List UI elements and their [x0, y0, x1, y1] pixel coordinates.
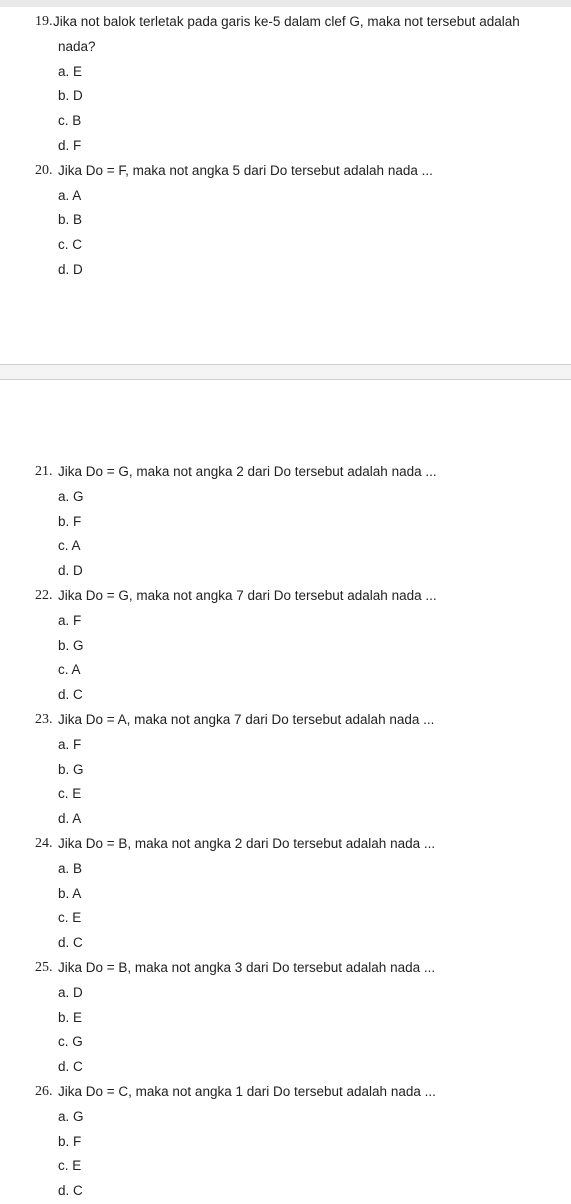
question-text-continued: [0, 35, 571, 60]
question-number: 20.: [35, 162, 53, 178]
top-edge: [0, 0, 571, 7]
option: d. D: [58, 563, 83, 579]
option: a. F: [58, 736, 82, 752]
question-25: [0, 956, 571, 981]
question-26: [0, 1080, 571, 1105]
option: d. F: [58, 137, 82, 153]
option: a. D: [58, 984, 83, 1000]
option: c. E: [58, 786, 82, 802]
question-text-line2: nada?: [58, 38, 96, 54]
option: b. D: [58, 88, 83, 104]
question-number: 19.: [35, 14, 53, 29]
question-23: [0, 708, 571, 733]
option: d. C: [58, 687, 83, 703]
option: c. G: [58, 1034, 83, 1050]
question-21: [0, 460, 571, 485]
option: a. G: [58, 488, 84, 504]
option: d. C: [58, 1059, 83, 1075]
option: b. E: [58, 1009, 83, 1025]
question-number: 21.: [35, 464, 53, 479]
option: c. E: [58, 910, 82, 926]
question-text: Jika Do = G, maka not angka 2 dari Do tersebut adalah nada ...: [58, 464, 437, 479]
option: a. G: [58, 1108, 84, 1124]
option: b. A: [58, 885, 82, 901]
question-text: Jika not balok terletak pada garis ke-5 dalam clef G, maka not tersebut adalah: [53, 14, 520, 29]
option: c. E: [58, 1158, 82, 1174]
option: b. G: [58, 637, 84, 653]
question-text: Jika Do = C, maka not angka 1 dari Do tersebut adalah nada ...: [58, 1083, 436, 1099]
question-19: [0, 10, 571, 35]
question-number: 23.: [35, 711, 53, 727]
option: c. A: [58, 662, 81, 678]
option: a. F: [58, 612, 82, 628]
question-24: [0, 832, 571, 857]
question-text: Jika Do = F, maka not angka 5 dari Do tersebut adalah nada ...: [58, 162, 433, 178]
page-break: [0, 364, 571, 380]
option: d. D: [58, 261, 83, 277]
question-number: 22.: [35, 587, 53, 603]
question-text: Jika Do = B, maka not angka 2 dari Do tersebut adalah nada ...: [58, 835, 436, 851]
option: c. C: [58, 237, 83, 253]
question-block-page1: [0, 10, 571, 283]
question-block-page2: [0, 460, 571, 1204]
option: d. C: [58, 935, 83, 951]
question-20: [0, 159, 571, 184]
option: b. F: [58, 513, 82, 529]
option: d. A: [58, 811, 82, 827]
question-number: 25.: [35, 959, 53, 975]
option: c. A: [58, 538, 81, 554]
option: b. G: [58, 761, 84, 777]
question-text: Jika Do = B, maka not angka 3 dari Do tersebut adalah nada ...: [58, 959, 436, 975]
question-number: 24.: [35, 835, 53, 851]
option: b. F: [58, 1133, 82, 1149]
option: a. E: [58, 63, 83, 79]
option: c. B: [58, 113, 82, 129]
option: b. B: [58, 212, 83, 228]
question-text: Jika Do = A, maka not angka 7 dari Do tersebut adalah nada ...: [58, 711, 435, 727]
question-text: Jika Do = G, maka not angka 7 dari Do tersebut adalah nada ...: [58, 587, 437, 603]
option: a. B: [58, 860, 83, 876]
question-22: [0, 584, 571, 609]
question-number: 26.: [35, 1083, 53, 1099]
option: a. A: [58, 187, 82, 203]
option: d. C: [58, 1183, 83, 1199]
